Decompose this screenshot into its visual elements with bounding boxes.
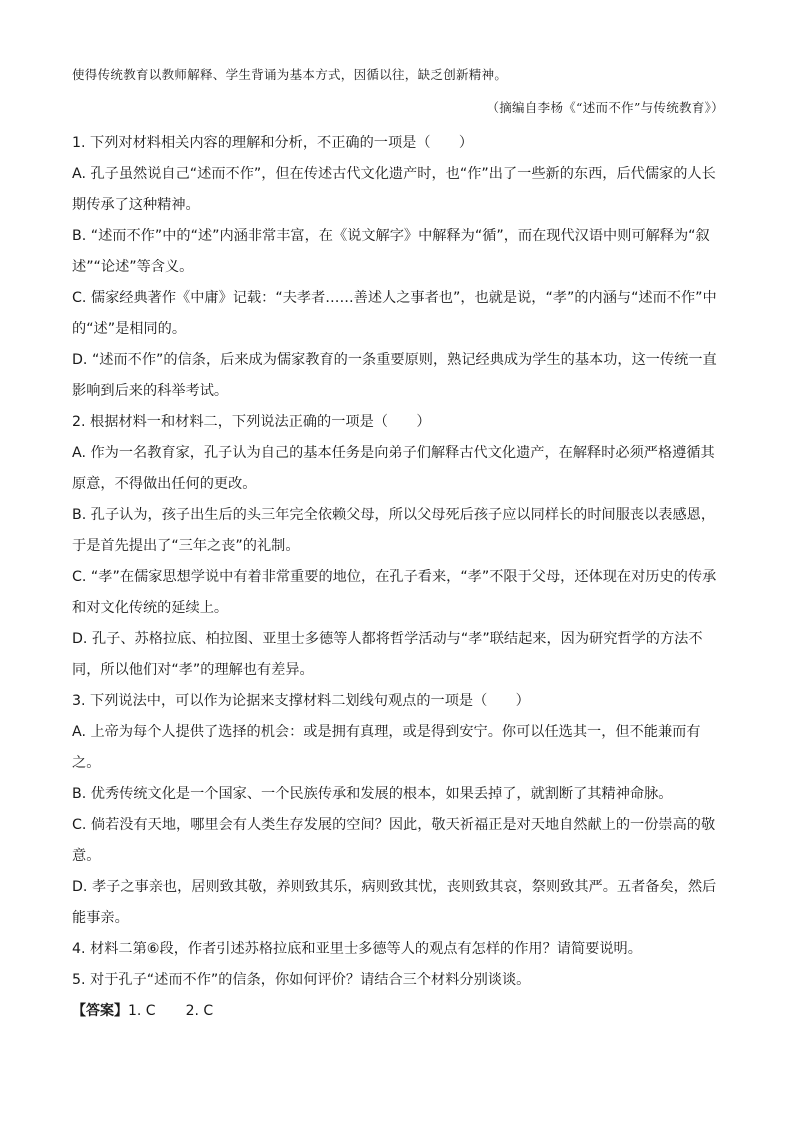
question-4-stem: 4. 材料二第⑥段，作者引述苏格拉底和亚里士多德等人的观点有怎样的作用？请简要说明。 bbox=[72, 941, 642, 957]
question-2-option-d: D. 孔子、苏格拉底、柏拉图、亚里士多德等人都将哲学活动与“孝”联结起来，因为研究哲学的方法不同，所以他们对“孝”的理解也有差异。 bbox=[72, 631, 703, 678]
question-2-option-a: A. 作为一名教育家，孔子认为自己的基本任务是向弟子们解释古代文化遗产，在解释时必须严格遵循其原意，不得做出任何的更改。 bbox=[72, 445, 715, 492]
question-5-stem: 5. 对于孔子“述而不作”的信条，你如何评价？请结合三个材料分别谈谈。 bbox=[72, 972, 531, 988]
question-3-option-a: A. 上帝为每个人提供了选择的机会：或是拥有真理，或是得到安宁。你可以任选其一，但不能兼而有之。 bbox=[72, 724, 701, 771]
question-1-option-b: B. “述而不作”中的“述”内涵非常丰富，在《说文解字》中解释为“循”，而在现代汉语中则可解释为“叙述”“论述”等含义。 bbox=[72, 228, 710, 275]
question-3-stem: 3. 下列说法中，可以作为论据来支撑材料二划线句观点的一项是（ ） bbox=[72, 693, 530, 709]
question-1-option-c: C. 儒家经典著作《中庸》记载：“夫孝者……善述人之事者也”，也就是说，“孝”的内涵与“述而不作”中的“述”是相同的。 bbox=[72, 290, 717, 337]
question-1-option-a: A. 孔子虽然说自己“述而不作”，但在传述古代文化遗产时，也“作”出了一些新的东西，后代儒家的人长期传承了这种精神。 bbox=[72, 166, 716, 213]
answer-item-2: 2. C bbox=[185, 1003, 214, 1019]
answer-line bbox=[72, 996, 722, 1027]
answer-item-1: 1. C bbox=[128, 1003, 156, 1019]
question-3-option-d: D. 孝子之事亲也，居则致其敬，养则致其乐，病则致其忧，丧则致其哀，祭则致其严。五者备矣，然后能事亲。 bbox=[72, 879, 717, 926]
question-3-option-c: C. 倘若没有天地，哪里会有人类生存发展的空间？因此，敬天祈福正是对天地自然献上的一份崇高的敬意。 bbox=[72, 817, 716, 864]
question-section bbox=[72, 128, 722, 1027]
question-3-option-b: B. 优秀传统文化是一个国家、一个民族传承和发展的根本，如果丢掉了，就割断了其精神命脉。 bbox=[72, 786, 673, 802]
question-1-stem: 1. 下列对材料相关内容的理解和分析，不正确的一项是（ ） bbox=[72, 135, 474, 151]
question-2-option-c: C. “孝”在儒家思想学说中有着非常重要的地位，在孔子看来，“孝”不限于父母，还体现在对历史的传承和对文化传统的延续上。 bbox=[72, 569, 717, 616]
question-2-stem: 2. 根据材料一和材料二，下列说法正确的一项是（ ） bbox=[72, 414, 431, 430]
intro-paragraph: 使得传统教育以教师解释、学生背诵为基本方式，因循以往，缺乏创新精神。 bbox=[72, 67, 508, 82]
question-2-option-b: B. 孔子认为，孩子出生后的头三年完全依赖父母，所以父母死后孩子应以同样长的时间服丧以表感恩，于是首先提出了“三年之丧”的礼制。 bbox=[72, 507, 716, 554]
question-1-option-d: D. “述而不作”的信条，后来成为儒家教育的一条重要原则，熟记经典成为学生的基本功，这一传统一直影响到后来的科举考试。 bbox=[72, 352, 717, 399]
answer-label: 【答案】 bbox=[72, 1003, 128, 1019]
source-citation: （摘编自李杨《“述而不作”与传统教育》） bbox=[486, 100, 724, 115]
